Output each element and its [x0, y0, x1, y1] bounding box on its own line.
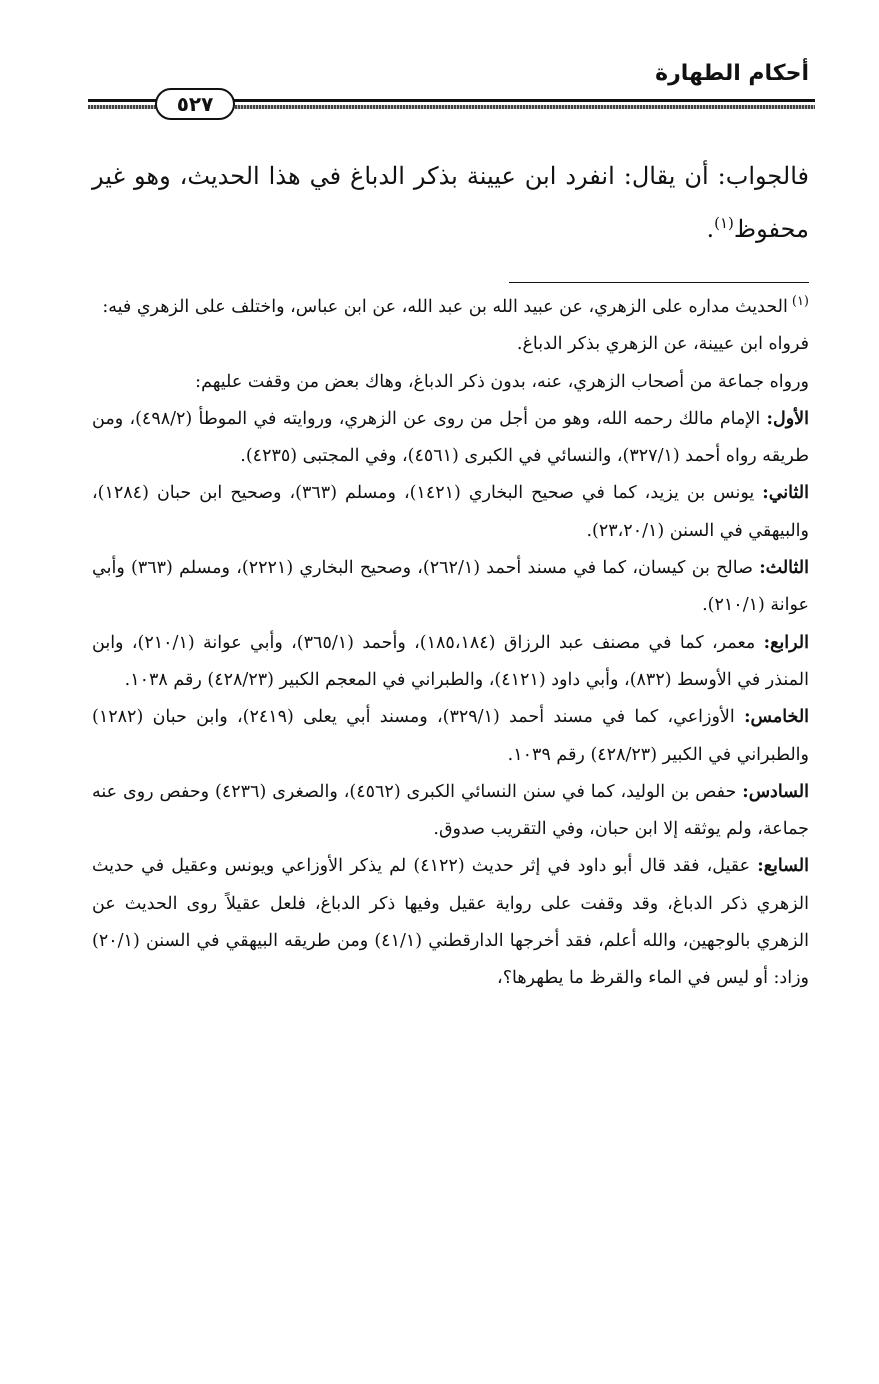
main-paragraph-text: فالجواب: أن يقال: انفرد ابن عيينة بذكر الدباغ في هذا الحديث، وهو غير محفوظ	[92, 162, 809, 243]
narrator-item-2	[92, 475, 809, 550]
narrator-label: السابع:	[757, 856, 809, 877]
narrator-item-4	[92, 625, 809, 700]
main-paragraph-end: .	[706, 215, 715, 243]
footnote-separator	[509, 282, 809, 283]
narrator-text: الإمام مالك رحمه الله، وهو من أجل من روى عن الزهري، وروايته في الموطأ (٤٩٨/٢)، ومن طريقه رواه أحمد (٣٢٧/١)، والنسائي في الكبرى (٤٥٦١)، وفي المجتبى (٤٢٣٥).	[92, 408, 809, 467]
narrator-text: عقيل، فقد قال أبو داود في إثر حديث (٤١٢٢) لم يذكر الأوزاعي ويونس وعقيل في حديث الزهري ذكر الدباغ، وقد وقفت على رواية عقيل وفيها ذكر الدباغ، فلعل عقيلاً روى الحديث عن الزهري بالوجهين، والله أعلم، فقد أخرجها الدارقطني (٤١/١) ومن طريقه البيهقي في السنن (٢٠/١) وزاد: أو ليس في الماء والقرظ ما يطهرها؟،	[92, 856, 809, 989]
narrator-text: حفص بن الوليد، كما في سنن النسائي الكبرى (٤٥٦٢)، والصغرى (٤٢٣٦) وحفص روى عنه جماعة، ولم يوثقه إلا ابن حبان، وفي التقريب صدوق.	[92, 781, 809, 840]
footnote-reference: (١)	[714, 214, 734, 232]
narrator-text: يونس بن يزيد، كما في صحيح البخاري (١٤٢١)، ومسلم (٣٦٣)، وصحيح ابن حبان (١٢٨٤)، والبيهقي في السنن (٢٣،٢٠/١).	[92, 483, 809, 541]
main-text	[92, 150, 809, 256]
narrator-item-6	[92, 774, 809, 849]
narrator-item-7	[92, 848, 809, 997]
footnote-marker: (١)	[791, 294, 809, 309]
footnote-line: فرواه ابن عيينة، عن الزهري بذكر الدباغ.	[516, 334, 809, 355]
narrator-item-5	[92, 699, 809, 774]
narrator-label: الثالث:	[759, 558, 809, 579]
page-number-badge: ٥٢٧	[155, 88, 235, 120]
running-title: أحكام الطهارة	[655, 61, 809, 86]
main-paragraph	[92, 150, 809, 256]
footnote-line: ورواه جماعة من أصحاب الزهري، عنه، بدون ذكر الدباغ، وهاك بعض من وقفت عليهم:	[195, 371, 809, 392]
footnote-intro-text: الحديث مداره على الزهري، عن عبيد الله بن عبد الله، عن ابن عباس، واختلف على الزهري فيه:	[102, 297, 788, 317]
narrator-label: الرابع:	[763, 632, 809, 653]
narrator-text: معمر، كما في مصنف عبد الرزاق (١٨٥،١٨٤)، وأحمد (٣٦٥/١)، وأبي عوانة (٢١٠/١)، وابن المنذر في الأوسط (٨٣٢)، وأبي داود (٤١٢١)، والطبراني في المعجم الكبير (٤٢٨/٢٣) رقم ١٠٣٨.	[92, 632, 809, 690]
narrator-text: صالح بن كيسان، كما في مسند أحمد (٢٦٢/١)، وصحيح البخاري (٢٢٢١)، ومسلم (٣٦٣) وأبي عوانة (٢١٠/١).	[92, 558, 809, 616]
narrator-text: الأوزاعي، كما في مسند أحمد (٣٢٩/١)، ومسند أبي يعلى (٢٤١٩)، وابن حبان (١٢٨٢) والطبراني في الكبير (٤٢٨/٢٣) رقم ١٠٣٩.	[92, 707, 809, 765]
narrator-label: الخامس:	[744, 707, 810, 728]
narrator-item-1	[92, 401, 809, 476]
narrator-label: الأول:	[766, 408, 809, 429]
footnotes	[92, 289, 809, 998]
narrator-label: الثاني:	[762, 483, 809, 504]
footnote-intro	[92, 289, 809, 326]
narrator-item-3	[92, 550, 809, 625]
narrator-label: السادس:	[742, 781, 809, 802]
